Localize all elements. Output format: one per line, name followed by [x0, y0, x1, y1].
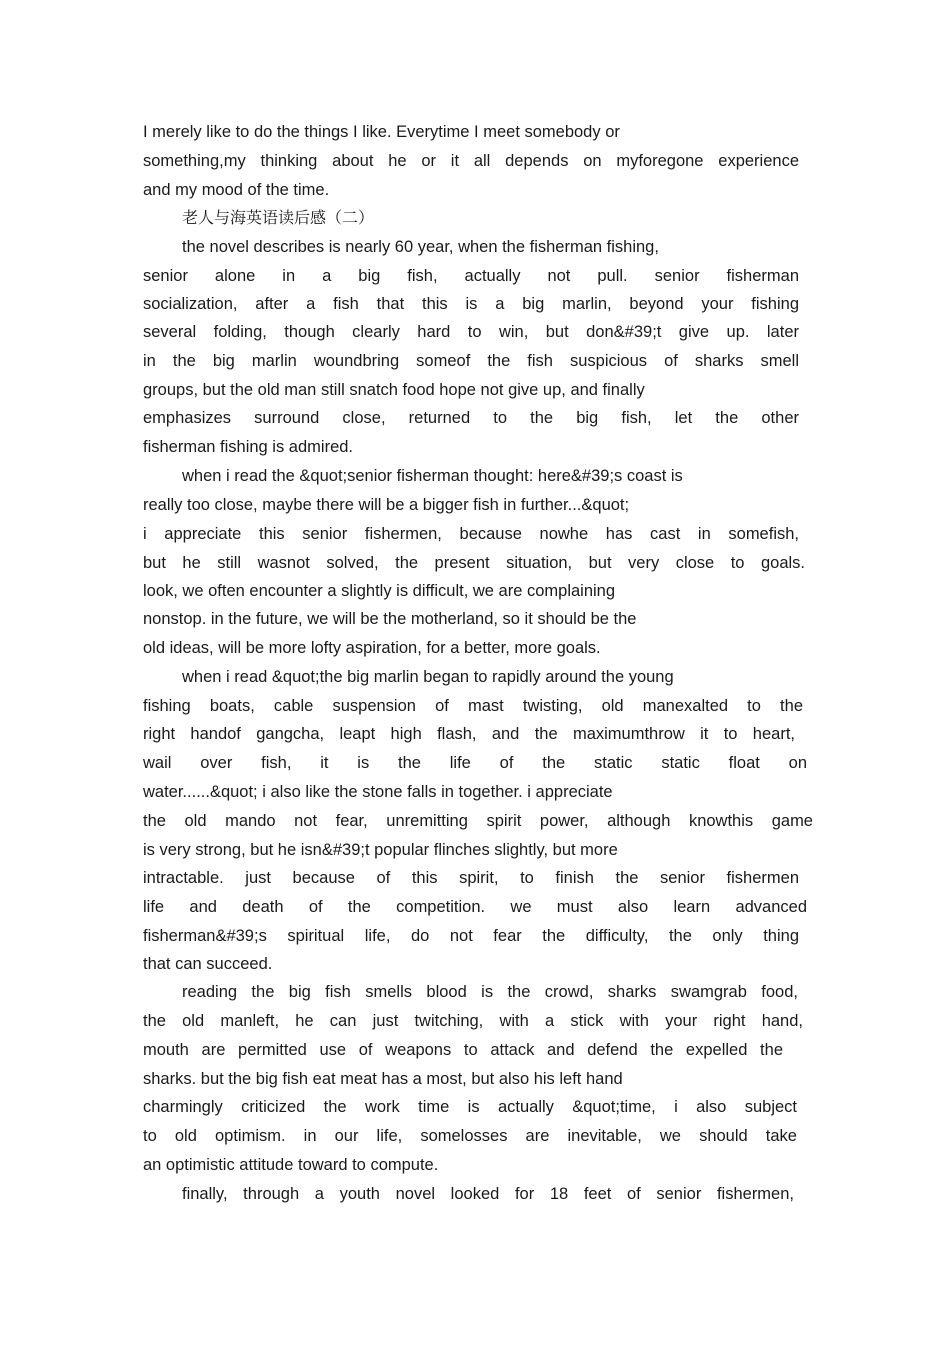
- text-line: fishing boats, cable suspension of mast twisting, old manexalted to the: [143, 697, 803, 715]
- text-line: look, we often encounter a slightly is difficult, we are complaining: [143, 582, 616, 600]
- text-line: intractable. just because of this spirit, to finish the senior fishermen: [143, 869, 799, 887]
- text-line: several folding, though clearly hard to win, but don&#39;t give up. later: [143, 323, 799, 341]
- text-line: sharks. but the big fish eat meat has a most, but also his left hand: [143, 1070, 623, 1088]
- text-line: charmingly criticized the work time is actually &quot;time, i also subject: [143, 1098, 797, 1116]
- paragraph-first-line: reading the big fish smells blood is the crowd, sharks swamgrab food,: [182, 983, 798, 1001]
- text-line: fisherman fishing is admired.: [143, 438, 354, 456]
- text-line: water......&quot; i also like the stone falls in together. i appreciate: [143, 783, 613, 801]
- text-line: i appreciate this senior fishermen, because nowhe has cast in somefish,: [143, 525, 799, 543]
- text-line: nonstop. in the future, we will be the motherland, so it should be the: [143, 610, 637, 628]
- paragraph-first-line: finally, through a youth novel looked for 18 feet of senior fishermen,: [182, 1185, 794, 1203]
- text-line: is very strong, but he isn&#39;t popular flinches slightly, but more: [143, 841, 618, 859]
- text-line: something,my thinking about he or it all depends on myforegone experience: [143, 152, 799, 170]
- text-line: groups, but the old man still snatch food hope not give up, and finally: [143, 381, 645, 399]
- text-line: I merely like to do the things I like. Everytime I meet somebody or: [143, 123, 620, 141]
- text-line: but he still wasnot solved, the present situation, but very close to goals.: [143, 554, 805, 572]
- text-line: socialization, after a fish that this is a big marlin, beyond your fishing: [143, 295, 799, 313]
- text-line: life and death of the competition. we must also learn advanced: [143, 898, 807, 916]
- text-line: the old mando not fear, unremitting spirit power, although knowthis game: [143, 812, 813, 830]
- text-line: really too close, maybe there will be a bigger fish in further...&quot;: [143, 496, 630, 514]
- text-line: emphasizes surround close, returned to the big fish, let the other: [143, 409, 799, 427]
- paragraph-first-line: the novel describes is nearly 60 year, when the fisherman fishing,: [182, 238, 659, 256]
- text-line: mouth are permitted use of weapons to attack and defend the expelled the: [143, 1041, 783, 1059]
- section-heading: 老人与海英语读后感（二）: [182, 208, 375, 227]
- text-line: wail over fish, it is the life of the static static float on: [143, 754, 807, 772]
- text-line: old ideas, will be more lofty aspiration, for a better, more goals.: [143, 639, 601, 657]
- paragraph-first-line: when i read the &quot;senior fisherman thought: here&#39;s coast is: [182, 467, 683, 485]
- text-line: fisherman&#39;s spiritual life, do not fear the difficulty, the only thing: [143, 927, 799, 945]
- text-line: right handof gangcha, leapt high flash, and the maximumthrow it to heart,: [143, 725, 795, 743]
- text-line: in the big marlin woundbring someof the fish suspicious of sharks smell: [143, 352, 799, 370]
- text-line: an optimistic attitude toward to compute.: [143, 1156, 439, 1174]
- text-line: and my mood of the time.: [143, 181, 330, 199]
- text-line: the old manleft, he can just twitching, with a stick with your right hand,: [143, 1012, 803, 1030]
- text-line: that can succeed.: [143, 955, 273, 973]
- text-line: senior alone in a big fish, actually not pull. senior fisherman: [143, 267, 799, 285]
- text-line: to old optimism. in our life, somelosses are inevitable, we should take: [143, 1127, 797, 1145]
- paragraph-first-line: when i read &quot;the big marlin began to rapidly around the young: [182, 668, 674, 686]
